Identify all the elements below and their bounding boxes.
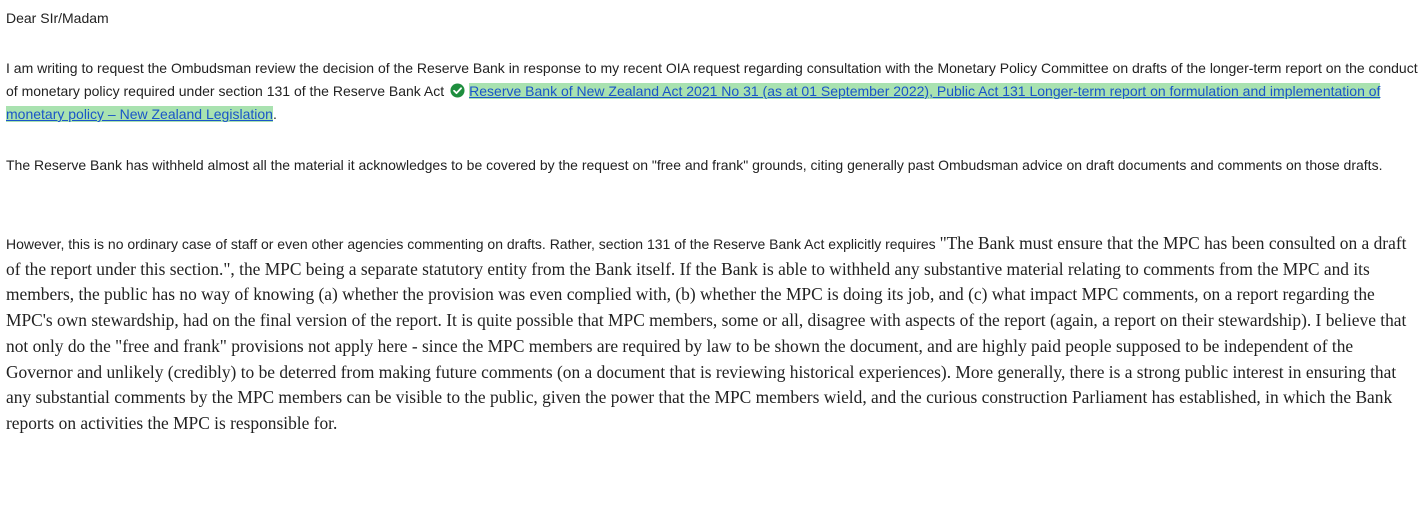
paragraph-review-request-end: .: [272, 106, 277, 122]
greeting: Dear SIr/Madam: [6, 10, 109, 26]
paragraph-argument-lead: However, this is no ordinary case of staff or even other agencies commenting on drafts. Rather, section 131 of the Reserve Bank Act explicitly requires: [6, 236, 940, 252]
paragraph-argument: [6, 231, 1418, 437]
paragraph-review-request-text: I am writing to request the Ombudsman review the decision of the Reserve Bank in response to my recent OIA request regarding consultation with the Monetary Policy Committee on drafts of the longer-term report on the conduct of monetary policy required under section 131 of the Reserve Bank Act: [6, 60, 1418, 99]
paragraph-review-request: [6, 57, 1418, 126]
paragraph-argument-body: "The Bank must ensure that the MPC has been consulted on a draft of the report under this section.", the MPC being a separate statutory entity from the Bank itself. If the Bank is able to withheld any substantive material relating to comments from the MPC and its members, the public has no way of knowing (a) whether the provision was even complied with, (b) whether the MPC is doing its job, and (c) what impact MPC comments, on a report regarding the MPC's own stewardship, had on the final version of the report. It is quite possible that MPC members, some or all, disagree with aspects of the report (again, a report on their stewardship). I believe that not only do the "free and frank" provisions not apply here - since the MPC members are required by law to be shown the document, and are highly paid people supposed to be independent of the Governor and unlikely (credibly) to be deterred from making future comments (on a document that is reviewing historical experiences). More generally, there is a strong public interest in ensuring that any substantial comments by the MPC members can be visible to the public, given the power that the MPC members wield, and the curious construction Parliament has established, in which the Bank reports on activities the MPC is responsible for.: [6, 233, 1407, 433]
check-circle-icon: [450, 83, 465, 98]
legislation-link[interactable]: Reserve Bank of New Zealand Act 2021 No 31 (as at 01 September 2022), Public Act 131 Longer-term report on formulation and implementation of monetary policy – New Zealand Legislation: [6, 83, 1381, 122]
paragraph-withheld: The Reserve Bank has withheld almost all the material it acknowledges to be covered by the request on "free and frank" grounds, citing generally past Ombudsman advice on draft documents and comments on those drafts.: [6, 157, 1383, 173]
